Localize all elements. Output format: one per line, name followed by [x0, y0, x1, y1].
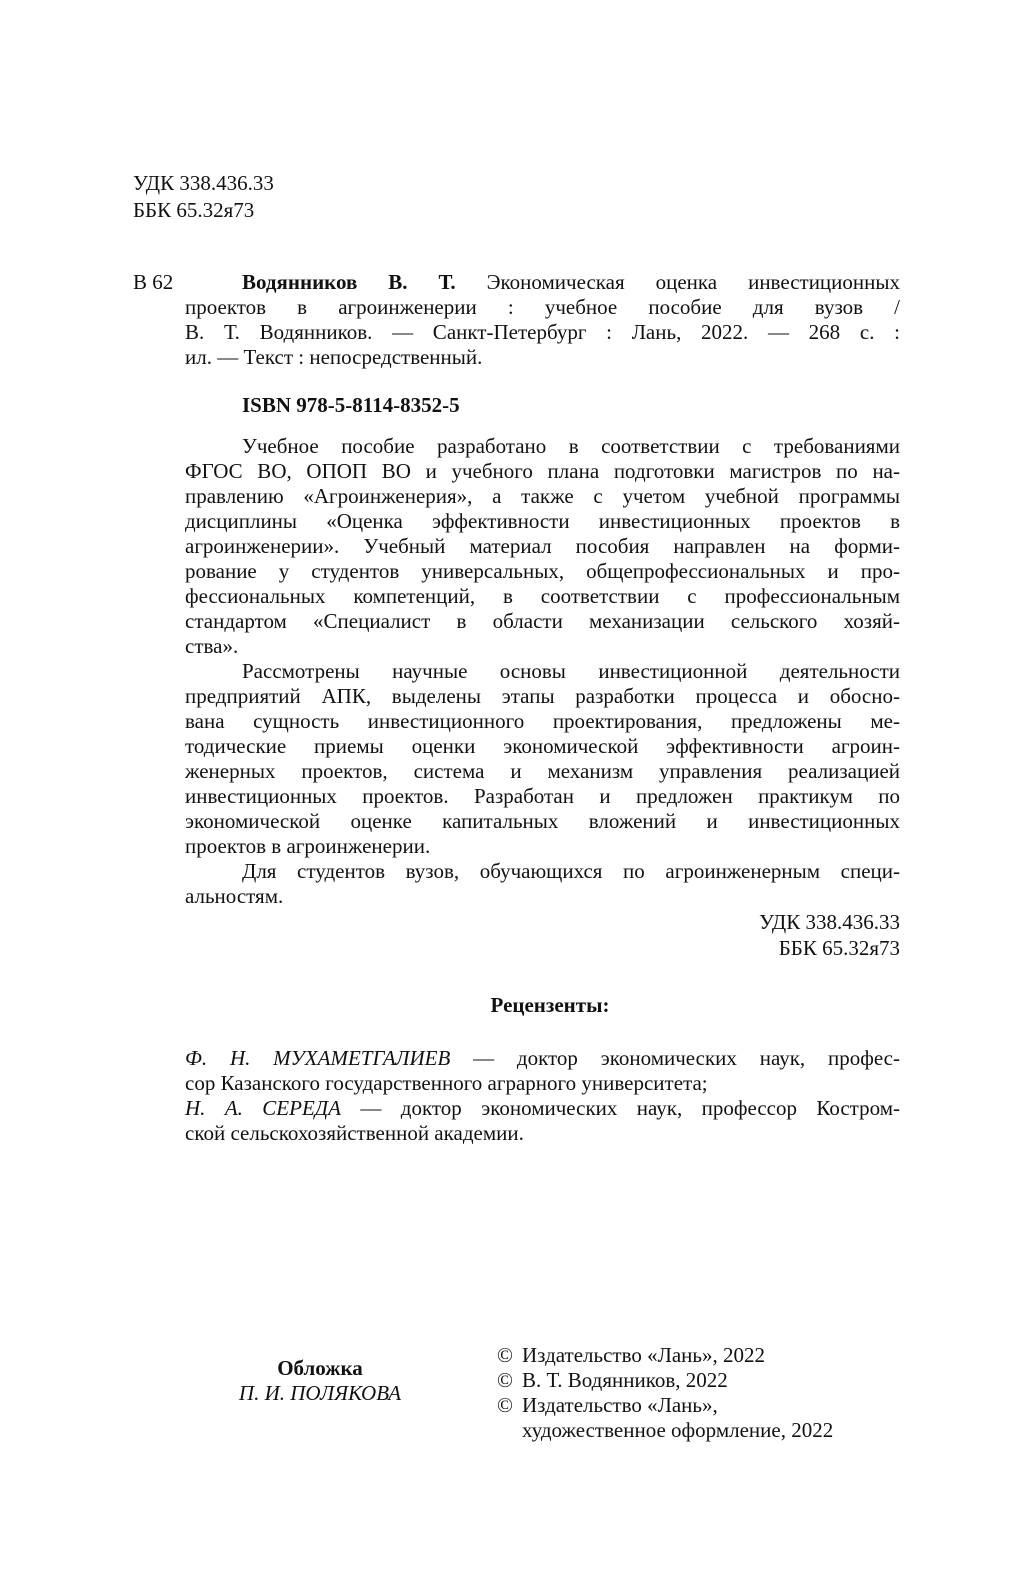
isbn: ISBN 978-5-8114-8352-5 [242, 393, 460, 417]
abstract-line: проектов в агроинженерии. [185, 834, 431, 858]
author-name: Водянников В. Т. [242, 270, 456, 294]
abstract-line: вана сущность инвестиционного проектирования, предложены ме- [185, 709, 900, 733]
reviewer-line [185, 1046, 900, 1071]
abstract-line: агроинженерии». Учебный материал пособия направлен на форми- [185, 534, 900, 558]
copyright-block [497, 1343, 833, 1443]
abstract-line: ства». [185, 634, 239, 658]
abstract [185, 434, 900, 909]
abstract-line: дисциплины «Оценка эффективности инвестиционных проектов в [185, 509, 900, 533]
abstract-line: экономической оценке капитальных вложений и инвестиционных [185, 809, 900, 833]
copyright-text: Издательство «Лань», 2022 [522, 1343, 765, 1367]
abstract-line: Для студентов вузов, обучающихся по агроинженерным специ- [242, 859, 900, 883]
udk-code: УДК 338.436.33 [133, 171, 274, 195]
bbk-code-right: ББК 65.32я73 [778, 936, 900, 960]
abstract-line: предприятий АПК, выделены этапы разработки процесса и обосно- [185, 684, 900, 708]
reviewer-description: — доктор экономических наук, профес- [450, 1046, 900, 1070]
author-sign: В 62 [133, 270, 174, 294]
copyright-text: В. Т. Водянников, 2022 [522, 1368, 728, 1392]
copyright-continuation: художественное оформление, 2022 [522, 1418, 834, 1442]
copyright-text: Издательство «Лань», [522, 1393, 718, 1417]
reviewer-name: Н. А. СЕРЕДА [185, 1096, 341, 1120]
catalog-line: проектов в агроинженерии : учебное пособие для вузов / [185, 295, 900, 319]
abstract-line: правлению «Агроинженерия», а также с учетом учебной программы [185, 484, 900, 508]
copyright-line [497, 1343, 833, 1368]
reviewer-line: ской сельскохозяйственной академии. [185, 1121, 524, 1145]
copyright-line [497, 1393, 833, 1418]
copyright-icon: © [497, 1368, 513, 1392]
abstract-line: альностям. [185, 884, 284, 908]
abstract-line: Рассмотрены научные основы инвестиционной деятельности [242, 659, 900, 683]
catalog-line: ил. — Текст : непосредственный. [185, 345, 483, 369]
abstract-line: тодические приемы оценки экономической эффективности агроин- [185, 734, 900, 758]
udk-code-right: УДК 338.436.33 [759, 910, 900, 934]
reviewers-list [185, 1046, 900, 1146]
reviewer-name: Ф. Н. МУХАМЕТГАЛИЕВ [185, 1046, 451, 1070]
catalog-line [185, 270, 900, 295]
cover-artist: П. И. ПОЛЯКОВА [238, 1381, 402, 1405]
reviewers-heading: Рецензенты: [490, 993, 610, 1017]
copyright-line [497, 1368, 833, 1393]
abstract-line: инвестиционных проектов. Разработан и предложен практикум по [185, 784, 900, 808]
reviewer-description: — доктор экономических наук, профессор Костром- [340, 1096, 900, 1120]
reviewer-line [185, 1096, 900, 1121]
abstract-line: Учебное пособие разработано в соответствии с требованиями [242, 434, 900, 458]
cover-label: Обложка [277, 1356, 363, 1380]
abstract-line: женерных проектов, система и механизм управления реализацией [185, 759, 900, 783]
bbk-code: ББК 65.32я73 [133, 198, 255, 222]
abstract-line: стандартом «Специалист в области механизации сельского хозяй- [185, 609, 900, 633]
catalog-line: В. Т. Водянников. — Санкт-Петербург : Лань, 2022. — 268 с. : [185, 320, 900, 344]
abstract-line: фессиональных компетенций, в соответствии с профессиональным [185, 584, 900, 608]
title-start: Экономическая оценка инвестиционных [486, 270, 900, 294]
reviewer-line: сор Казанского государственного аграрного университета; [185, 1071, 708, 1095]
copyright-icon: © [497, 1343, 513, 1367]
abstract-line: рование у студентов универсальных, общепрофессиональных и про- [185, 559, 900, 583]
copyright-icon: © [497, 1393, 513, 1417]
abstract-line: ФГОС ВО, ОПОП ВО и учебного плана подготовки магистров по на- [185, 459, 900, 483]
